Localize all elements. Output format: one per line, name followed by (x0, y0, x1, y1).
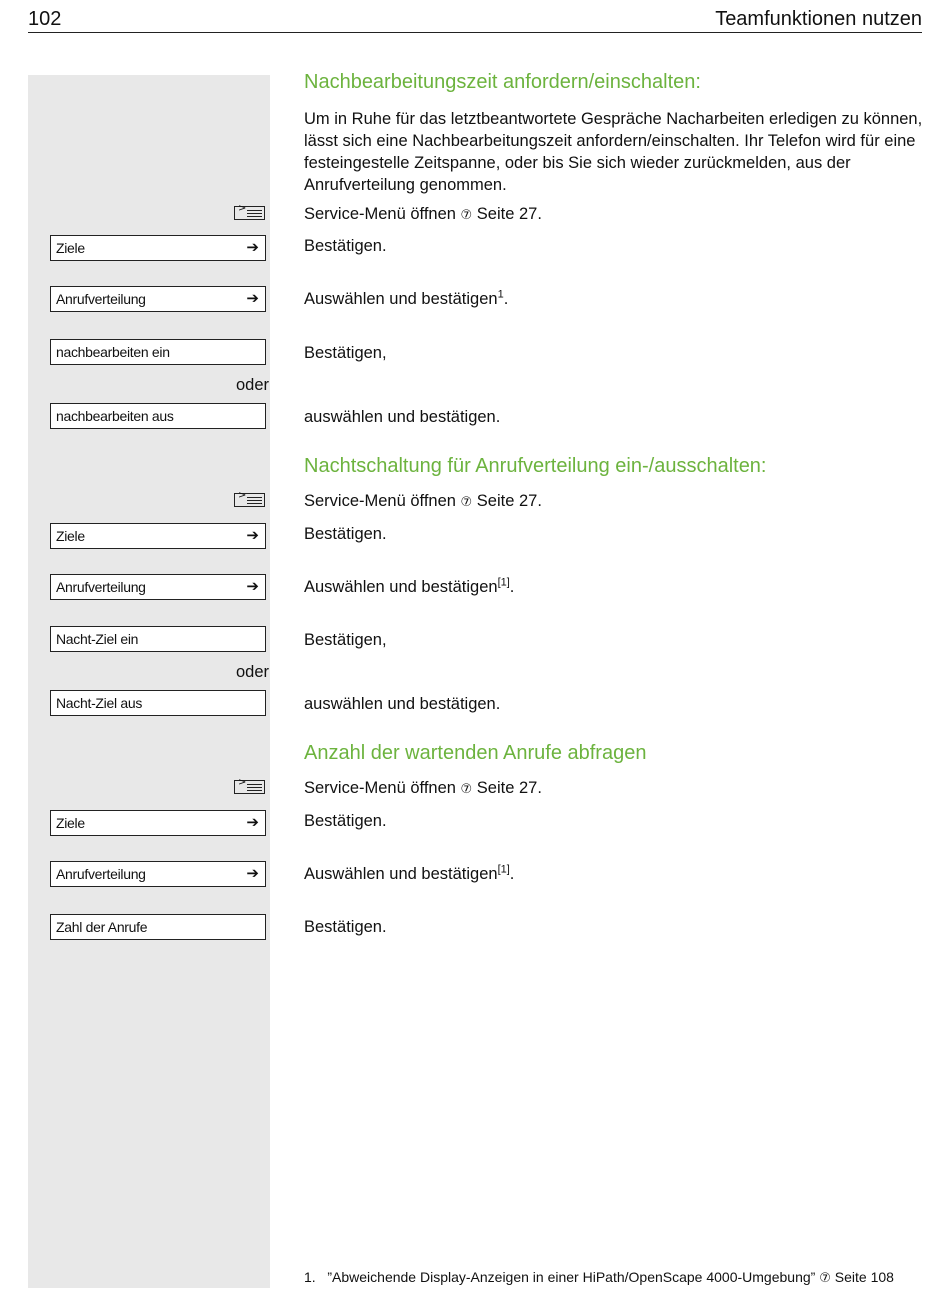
footnote-number: 1. (304, 1269, 316, 1285)
section-title: Anzahl der wartenden Anrufe abfragen (304, 742, 647, 764)
footnote-text: ”Abweichende Display-Anzeigen in einer HiPath/OpenScape 4000-Umgebung” (327, 1269, 816, 1285)
service-menu-key-icon: > (234, 493, 265, 507)
footnote-marker[interactable]: [1] (497, 863, 510, 876)
step-text: auswählen und bestätigen. (304, 695, 501, 713)
section-title: Nachbearbeitungszeit anfordern/einschalten: (304, 71, 701, 93)
right-arrow-icon: ➔ (246, 289, 259, 307)
page-number: 102 (28, 8, 62, 30)
section-title: Nachtschaltung für Anrufverteilung ein-/ausschalten: (304, 455, 767, 477)
right-arrow-icon: ➔ (246, 864, 259, 882)
display-item-option[interactable]: nachbearbeiten aus (50, 403, 266, 429)
right-arrow-icon: ➔ (246, 238, 259, 256)
link-page-ref[interactable]: Seite 27. (476, 492, 542, 510)
display-item-option[interactable]: Nacht-Ziel ein (50, 626, 266, 652)
step-text: Bestätigen. (304, 525, 387, 543)
step-text: Auswählen und bestätigen[1]. (304, 863, 515, 883)
step-text: Bestätigen. (304, 812, 387, 830)
service-menu-key-icon: > (234, 206, 265, 220)
chapter-title: Teamfunktionen nutzen (715, 8, 922, 30)
step-service-menu: Service-Menü öffnen ⑦ Seite 27. (304, 779, 542, 797)
step-text: Bestätigen, (304, 631, 387, 649)
display-item-anrufverteilung[interactable]: Anrufverteilung ➔ (50, 861, 266, 887)
right-arrow-icon: ➔ (246, 813, 259, 831)
footnote-marker[interactable]: [1] (497, 576, 510, 589)
display-item-ziele[interactable]: Ziele ➔ (50, 235, 266, 261)
display-item-option[interactable]: Zahl der Anrufe (50, 914, 266, 940)
circled-arrow-ref-icon: ⑦ (460, 782, 473, 797)
link-page-ref[interactable]: Seite 27. (476, 779, 542, 797)
step-service-menu: Service-Menü öffnen ⑦ Seite 27. (304, 205, 542, 223)
display-item-option[interactable]: Nacht-Ziel aus (50, 690, 266, 716)
right-arrow-icon: ➔ (246, 577, 259, 595)
page-header (28, 6, 922, 33)
display-item-anrufverteilung[interactable]: Anrufverteilung ➔ (50, 286, 266, 312)
circled-arrow-ref-icon: ⑦ (460, 495, 473, 510)
display-item-ziele[interactable]: Ziele ➔ (50, 810, 266, 836)
footnote-marker[interactable]: 1 (497, 288, 504, 301)
display-item-anrufverteilung[interactable]: Anrufverteilung ➔ (50, 574, 266, 600)
step-text: Bestätigen. (304, 918, 387, 936)
circled-arrow-ref-icon: ⑦ (819, 1271, 831, 1286)
or-label: oder (235, 663, 269, 681)
step-service-menu: Service-Menü öffnen ⑦ Seite 27. (304, 492, 542, 510)
display-item-option[interactable]: nachbearbeiten ein (50, 339, 266, 365)
step-text: Auswählen und bestätigen$^1$. (304, 288, 509, 308)
step-text: Bestätigen, (304, 344, 387, 362)
display-item-ziele[interactable]: Ziele ➔ (50, 523, 266, 549)
right-arrow-icon: ➔ (246, 526, 259, 544)
step-text: auswählen und bestätigen. (304, 408, 501, 426)
service-menu-key-icon: > (234, 780, 265, 794)
footnote (304, 1269, 894, 1286)
circled-arrow-ref-icon: ⑦ (460, 208, 473, 223)
or-label: oder (235, 376, 269, 394)
step-text: Auswählen und bestätigen[1]. (304, 576, 515, 596)
link-page-ref[interactable]: Seite 108 (834, 1269, 894, 1285)
link-page-ref[interactable]: Seite 27. (476, 205, 542, 223)
section-intro: Um in Ruhe für das letztbeantwortete Gespräche Nacharbeiten erledigen zu können, lässt sich eine Nachbearbeitungszeit anfordern/einschalten. Ihr Telefon wird für eine festeingestelle Zeitspanne, oder bis Sie sich wieder zurückmelden, aus der Anrufverteilung genommen. (304, 110, 923, 194)
step-text: Bestätigen. (304, 237, 387, 255)
